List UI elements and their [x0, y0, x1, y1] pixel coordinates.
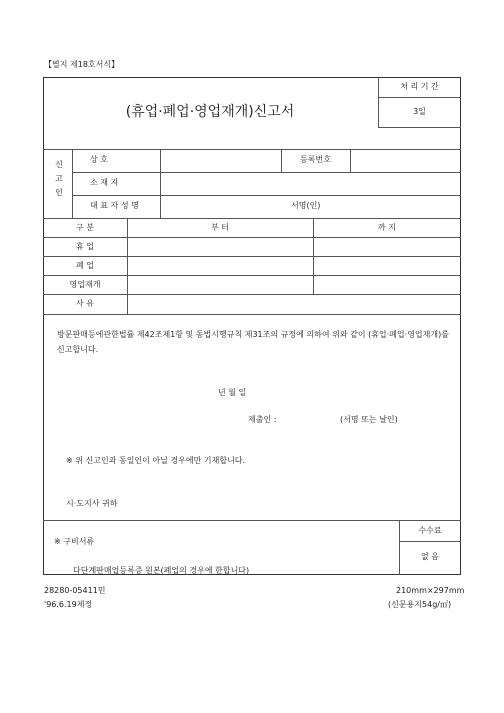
- divider: [43, 294, 461, 295]
- divider: [72, 195, 461, 196]
- divider: [43, 256, 461, 257]
- row-label-closure: 폐 업: [76, 261, 94, 270]
- divider: [378, 127, 461, 128]
- attachments-label: ※ 구비서류: [54, 537, 95, 546]
- divider: [43, 218, 461, 219]
- representative-name-label: 대 표 자 성 명: [90, 201, 139, 210]
- col-to-header: 까 지: [378, 223, 396, 232]
- trade-name-label: 상 호: [90, 155, 108, 164]
- submitter-label: 제출인 :: [248, 415, 277, 424]
- registration-number-label: 등록번호: [300, 155, 331, 164]
- processing-period-label: 처 리 기 간: [400, 82, 439, 91]
- divider: [43, 314, 461, 315]
- col-from-header: 부 터: [211, 223, 229, 232]
- addressee: 시·도지사 귀하: [66, 499, 118, 508]
- row-label-reason: 사 유: [76, 299, 94, 308]
- form-title: (휴업·폐업·영업재개)신고서: [125, 104, 295, 120]
- fee-label: 수수료: [418, 526, 442, 535]
- date-line: 년 월 일: [218, 388, 247, 397]
- enactment-date: '96.6.19제정: [44, 600, 93, 609]
- divider: [43, 149, 461, 150]
- signature-label: 서명(인): [291, 201, 321, 210]
- divider: [160, 149, 161, 218]
- form-code: 28280-05411민: [44, 586, 106, 595]
- reporter-side-char: 고: [55, 174, 63, 183]
- form-number-label: 【별지 제18호서식】: [44, 60, 120, 69]
- divider: [43, 237, 461, 238]
- row-label-resumption: 영업재개: [69, 280, 101, 289]
- reporter-side-char: 인: [55, 188, 63, 197]
- paper-size: 210mm×297mm: [396, 586, 465, 595]
- processing-period-value: 3일: [413, 107, 426, 116]
- divider: [72, 172, 461, 173]
- row-label-suspension: 휴 업: [76, 242, 94, 251]
- paper-type: (신문용지54g/㎡): [388, 600, 452, 609]
- address-label: 소 재 지: [90, 178, 119, 187]
- fee-value: 없 음: [421, 552, 439, 561]
- attachment-item: 다단계판매업등록증 원본(폐업의 경우에 한합니다): [73, 566, 250, 575]
- divider: [399, 541, 461, 542]
- divider: [72, 149, 73, 218]
- divider: [43, 275, 461, 276]
- submitter-signature-label: (서명 또는 날인): [340, 415, 398, 424]
- divider: [378, 97, 461, 98]
- reporter-side-char: 신: [55, 160, 63, 169]
- reporter-side-label: [52, 158, 66, 200]
- divider: [350, 149, 351, 172]
- declaration-text: 방문판매등에관한법률 제42조제1항 및 동법시행규칙 제31조의 규정에 의하여 위와 같이 (휴업·폐업·영업재개)를 신고합니다.: [57, 330, 449, 354]
- note-text: ※ 위 신고인과 동일인이 아닐 경우에만 기재합니다.: [66, 456, 246, 465]
- col-type-header: 구 분: [76, 223, 94, 232]
